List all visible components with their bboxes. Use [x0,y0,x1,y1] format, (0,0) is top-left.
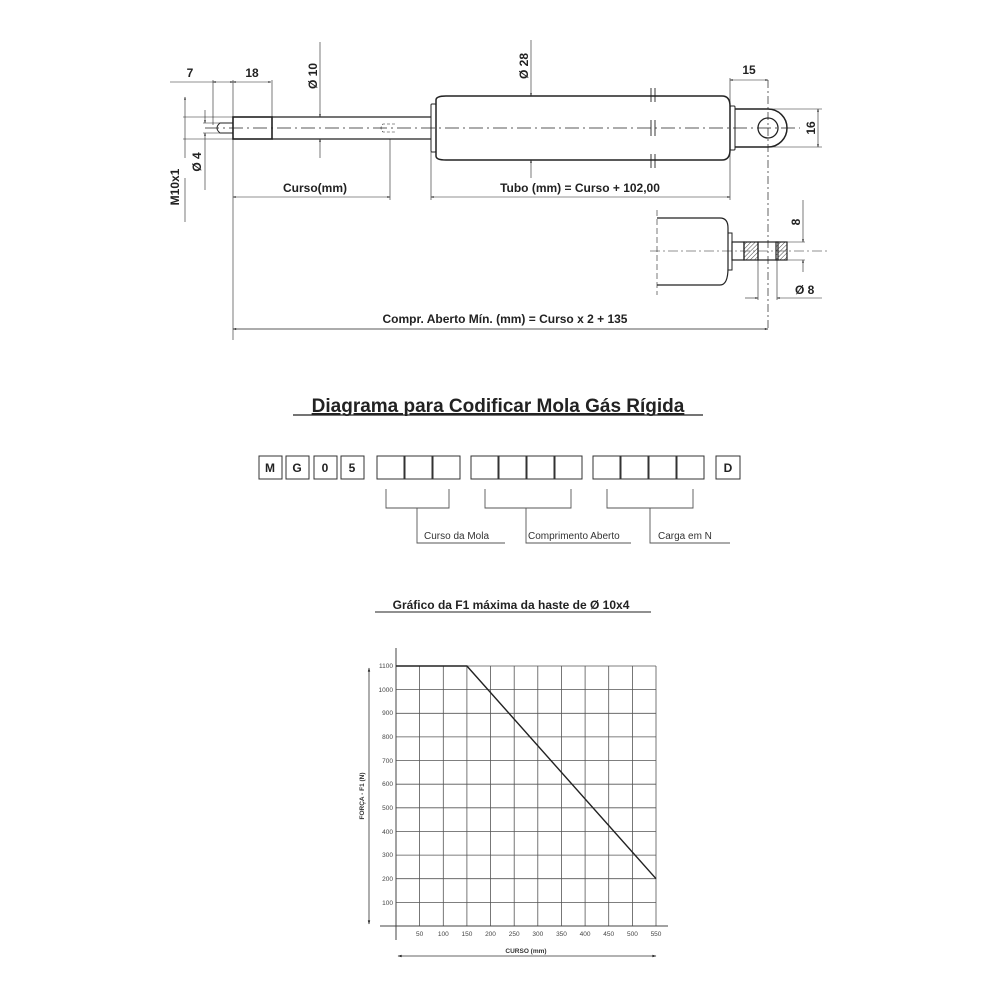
svg-text:50: 50 [415,931,424,938]
y-tick-labels [379,663,394,907]
code-boxes [259,456,740,479]
svg-text:550: 550 [650,931,662,938]
svg-text:400: 400 [579,931,591,938]
code-box-carga-1 [593,456,620,479]
code-box-compr-3 [527,456,554,479]
svg-text:250: 250 [508,931,520,938]
svg-text:100: 100 [382,900,393,907]
svg-text:200: 200 [485,931,496,938]
code-box-curso-1 [377,456,404,479]
svg-text:500: 500 [626,931,638,938]
chart [359,648,668,956]
dim-thread: M10x1 [168,168,182,206]
label-curso: Curso(mm) [282,181,348,195]
code-box-carga-3 [649,456,676,479]
svg-text:1100: 1100 [379,663,393,670]
chart-grid [396,666,656,926]
svg-text:450: 450 [603,931,615,938]
label-comprimento-aberto: Comprimento Aberto [528,531,620,542]
code-box-carga-2 [621,456,648,479]
svg-text:350: 350 [556,931,567,938]
coding-title: Diagrama para Codificar Mola Gás Rígida [311,396,685,417]
svg-text:300: 300 [532,931,544,938]
svg-text:300: 300 [382,852,393,859]
code-box-compr-2 [499,456,526,479]
svg-text:900: 900 [382,710,393,717]
dim-dia-8: Ø 8 [795,283,815,297]
dim-16: 16 [804,121,818,135]
svg-text:500: 500 [382,805,393,812]
x-tick-labels [416,931,662,938]
label-carga-em-n: Carga em N [658,531,712,542]
eye-section-right [776,242,787,260]
code-letter-d: D [723,461,733,475]
x-axis-label: CURSO (mm) [505,948,547,955]
eye-section-left [744,242,758,260]
chart-title: Gráfico da F1 máxima da haste de Ø 10x4 [392,598,630,612]
y-axis-label: FORÇA - F1 (N) [359,772,366,820]
label-curso-da-mola: Curso da Mola [424,531,490,542]
code-box-compr-4 [555,456,582,479]
dim-15: 15 [742,63,756,77]
dim-18: 18 [245,66,259,80]
svg-text:200: 200 [382,876,393,883]
code-box-curso-3 [433,456,460,479]
dim-dia-4: Ø 4 [190,152,204,172]
code-digit-0: 0 [321,461,329,475]
dim-dia-28: Ø 28 [517,52,531,80]
svg-text:800: 800 [382,734,393,741]
svg-text:600: 600 [382,781,393,788]
svg-text:400: 400 [382,829,393,836]
chart-series-f1-max [396,666,656,879]
code-box-carga-4 [677,456,704,479]
code-letter-g: G [292,461,302,475]
code-box-curso-2 [405,456,432,479]
label-compr-aberto: Compr. Aberto Mín. (mm) = Curso x 2 + 135 [382,312,628,326]
code-digit-5: 5 [348,461,356,475]
svg-text:1000: 1000 [378,687,393,694]
code-letter-m: M [265,461,275,475]
svg-text:100: 100 [437,931,449,938]
label-tubo: Tubo (mm) = Curso + 102,00 [500,181,660,195]
dim-8: 8 [789,218,803,226]
svg-text:150: 150 [461,931,473,938]
code-box-compr-1 [471,456,498,479]
dim-7: 7 [186,66,194,80]
side-view [657,218,728,285]
dim-dia-10: Ø 10 [306,62,320,90]
svg-text:700: 700 [382,758,393,765]
